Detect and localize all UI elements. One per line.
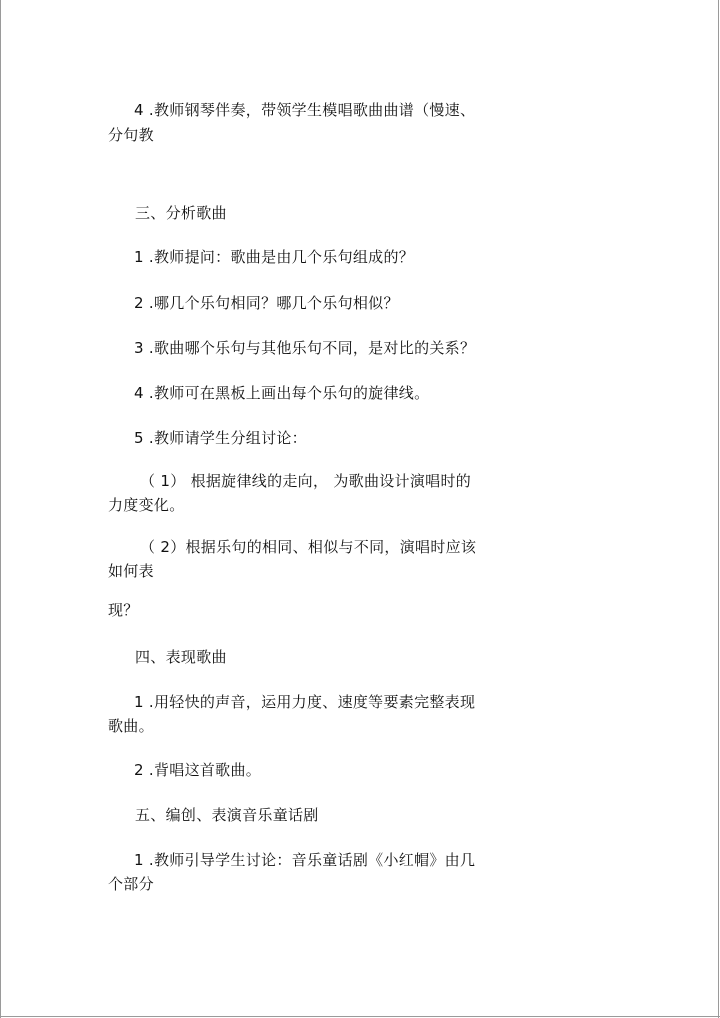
section-heading-analyze-song: 三、分析歌曲 <box>135 204 227 222</box>
analyze-step-3: 3 .歌曲哪个乐句与其他乐句不同，是对比的关系？ <box>134 339 476 357</box>
discussion-item-2-line1: （ 2）根据乐句的相同、相似与不同，演唱时应该 <box>140 538 477 556</box>
step-4-piano-accompaniment-line2: 分句教 <box>108 126 154 144</box>
perform-step-1-line2: 歌曲。 <box>108 717 154 735</box>
discussion-item-2-line3: 现？ <box>108 601 139 619</box>
step-4-piano-accompaniment-line1: 4 .教师钢琴伴奏，带领学生模唱歌曲曲谱（慢速、 <box>134 101 476 119</box>
analyze-step-1: 1 .教师提问：歌曲是由几个乐句组成的？ <box>134 248 415 266</box>
section-heading-perform-song: 四、表现歌曲 <box>135 648 227 666</box>
section-heading-create-perform: 五、编创、表演音乐童话剧 <box>135 806 319 824</box>
discussion-item-2-line2: 如何表 <box>108 562 154 580</box>
discussion-item-1-line1: （ 1） 根据旋律线的走向， 为歌曲设计演唱时的 <box>140 472 472 490</box>
analyze-step-4: 4 .教师可在黑板上画出每个乐句的旋律线。 <box>134 384 430 402</box>
analyze-step-2: 2 .哪几个乐句相同？哪几个乐句相似？ <box>134 294 399 312</box>
page-border-right <box>718 0 719 1018</box>
analyze-step-5: 5 .教师请学生分组讨论： <box>134 429 307 447</box>
perform-step-2: 2 .背唱这首歌曲。 <box>134 761 262 779</box>
page-border-bottom <box>0 1016 720 1017</box>
page-border-left <box>0 0 1 1018</box>
create-step-1-line2: 个部分 <box>108 875 154 893</box>
discussion-item-1-line2: 力度变化。 <box>108 496 185 514</box>
perform-step-1-line1: 1 .用轻快的声音，运用力度、速度等要素完整表现 <box>134 693 476 711</box>
create-step-1-line1: 1 .教师引导学生讨论：音乐童话剧《小红帽》由几 <box>134 851 476 869</box>
